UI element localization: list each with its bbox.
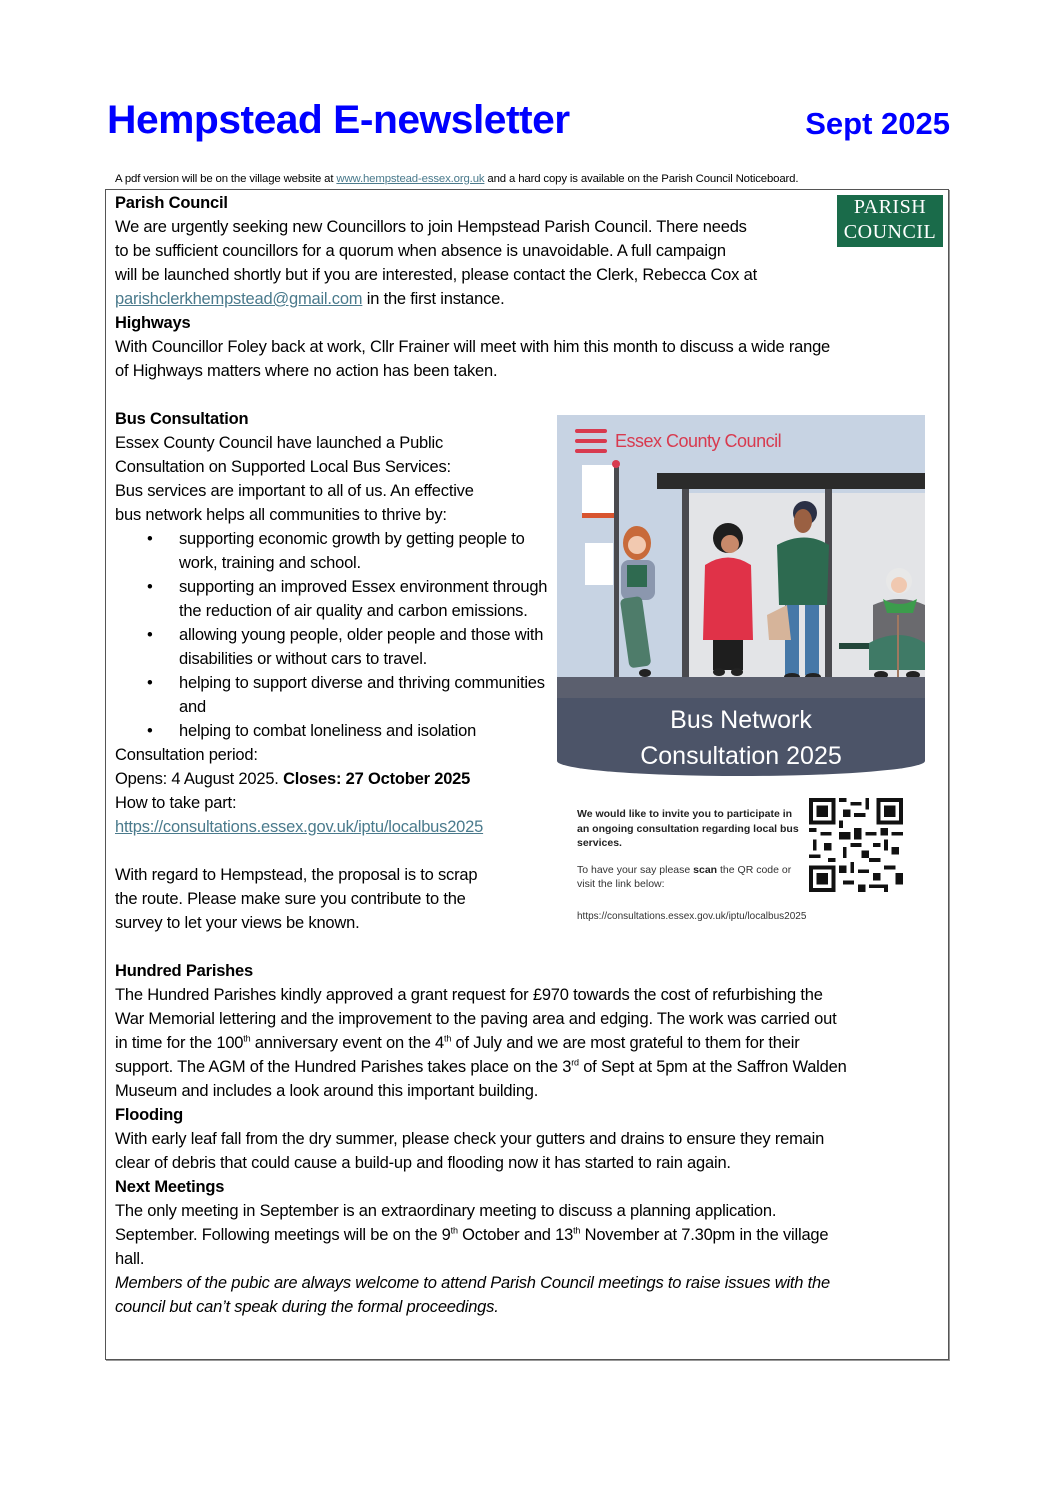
hundred-parishes-line [115,1055,935,1079]
bus-consultation-section [115,407,555,935]
bus-benefits-list [115,527,555,743]
text: anniversary event on the 4 [250,1034,445,1052]
person-reading-icon [607,525,667,685]
person-green-jumper-icon [767,495,833,685]
newsletter-date: Sept 2025 [805,106,950,141]
essex-county-council-name: Essex County Council [615,430,782,451]
bullet-item: • supporting an improved Essex environment through the reduction of air quality and carbon emissions. [115,575,555,623]
ordinal-suffix: th [450,1225,458,1236]
ordinal-suffix: th [444,1033,452,1044]
bullet-item: • helping to support diverse and thriving communities and [115,671,555,719]
text: October and 13 [457,1226,574,1244]
flooding-line: clear of debris that could cause a build-up and flooding now it has started to rain again. [115,1154,731,1172]
bus-stop-sign-icon [582,465,614,518]
poster-invite-text [577,807,807,892]
ordinal-suffix: th [243,1033,251,1044]
parish-council-line: We are urgently seeking new Councillors to join Hempstead Parish Council. There needs [115,218,747,236]
text: of July and we are most grateful to them for their [451,1034,800,1052]
highways-line: of Highways matters where no action has been taken. [115,362,498,380]
hempstead-proposal-line: the route. Please make sure you contribute to the [115,890,466,908]
public-notice-line: council but can’t speak during the formal proceedings. [115,1298,499,1316]
bus-intro-line: Essex County Council have launched a Public [115,434,444,452]
section-heading-hundred-parishes: Hundred Parishes [115,962,254,980]
section-heading-highways: Highways [115,314,191,332]
qr-code-icon [809,798,903,892]
meetings-line: The only meeting in September is an extraordinary meeting to discuss a planning application. [115,1202,777,1220]
poster-say-text: To have your say please [577,863,694,876]
text: of Sept at 5pm at the Saffron Walden [578,1058,847,1076]
hundred-parishes-line [115,1031,935,1055]
seaxes-icon [575,427,607,455]
pdf-note-text: A pdf version will be on the village website at [115,173,337,185]
how-to-take-part-label: How to take part: [115,794,237,812]
poster-invite: We would like to invite you to participate in an ongoing consultation regarding local bus services. [577,808,799,849]
pdf-note [115,173,798,185]
flooding-line: With early leaf fall from the dry summer, please check your gutters and drains to ensure they remain [115,1130,825,1148]
bus-stop-dot [612,460,620,468]
meetings-line: hall. [115,1250,145,1268]
website-link[interactable]: www.hempstead-essex.org.uk [336,173,485,185]
bullet-item: • allowing young people, older people and those with disabilities or without cars to travel. [115,623,555,671]
ordinal-suffix: rd [571,1057,579,1068]
hempstead-proposal-line: survey to let your views be known. [115,914,360,932]
bus-intro-line: Bus services are important to all of us. An effective [115,482,474,500]
poster-banner [557,698,925,776]
elderly-person-icon [863,565,925,685]
hundred-parishes-line: War Memorial lettering and the improvement to the paving area and edging. The work was carried out [115,1010,837,1028]
meetings-line [115,1223,935,1247]
parish-council-contact [115,287,935,311]
hundred-parishes-line: Museum and includes a look around this important building. [115,1082,539,1100]
hempstead-proposal-line: With regard to Hempstead, the proposal is to scrap [115,866,478,884]
shelter-pole [682,489,689,684]
bus-consultation-poster [557,415,925,925]
text: November at 7.30pm in the village [580,1226,829,1244]
section-heading-next-meetings: Next Meetings [115,1178,225,1196]
banner-line-2: Consultation 2025 [640,742,842,770]
banner-line-1: Bus Network [670,706,812,734]
highways-line: With Councillor Foley back at work, Cllr Frainer will meet with him this month to discuss a wide range [115,338,831,356]
clerk-email-link[interactable]: parishclerkhempstead@gmail.com [115,290,363,308]
poster-say-after: the QR code or visit the link below: [577,863,792,890]
logo-line-2: COUNCIL [843,221,937,243]
shelter-roof [657,473,925,489]
consultation-period-label: Consultation period: [115,746,258,764]
parish-council-line: will be launched shortly but if you are interested, please contact the Clerk, Rebecca Cox at [115,266,757,284]
newsletter-title: Hempstead E-newsletter [107,98,570,142]
opens-date: Opens: 4 August 2025. [115,770,284,788]
poster-illustration [557,415,925,705]
bullet-item: • supporting economic growth by getting people to work, training and school. [115,527,555,575]
poster-scan: scan [693,863,718,876]
logo-line-1: PARISH [853,196,927,218]
consultation-link[interactable]: https://consultations.essex.gov.uk/iptu/localbus2025 [115,818,484,836]
hundred-parishes-line: The Hundred Parishes kindly approved a grant request for £970 towards the cost of refurbishing the [115,986,823,1004]
bus-intro-line: Consultation on Supported Local Bus Services: [115,458,451,476]
text: September. Following meetings will be on the 9 [115,1226,451,1244]
section-heading-bus-consultation: Bus Consultation [115,410,249,428]
text: support. The AGM of the Hundred Parishes takes place on the 3 [115,1058,572,1076]
ordinal-suffix: th [573,1225,581,1236]
poster-url: https://consultations.essex.gov.uk/iptu/localbus2025 [577,911,807,922]
public-notice-line: Members of the pubic are always welcome to attend Parish Council meetings to raise issues with the [115,1274,830,1292]
essex-county-council-logo [575,427,781,455]
contact-after: in the first instance. [362,290,505,308]
person-red-coat-icon [697,520,759,685]
bus-intro-line: bus network helps all communities to thrive by: [115,506,447,524]
consultation-dates [115,767,555,791]
pdf-note-text-after: and a hard copy is available on the Parish Council Noticeboard. [484,173,799,185]
section-heading-parish-council: Parish Council [115,194,228,212]
closes-date: Closes: 27 October 2025 [283,770,471,788]
parish-council-line: to be sufficient councillors for a quorum when absence is unavoidable. A full campaign [115,242,726,260]
section-heading-flooding: Flooding [115,1106,184,1124]
bullet-item: • helping to combat loneliness and isolation [115,719,555,743]
text: in time for the 100 [115,1034,244,1052]
